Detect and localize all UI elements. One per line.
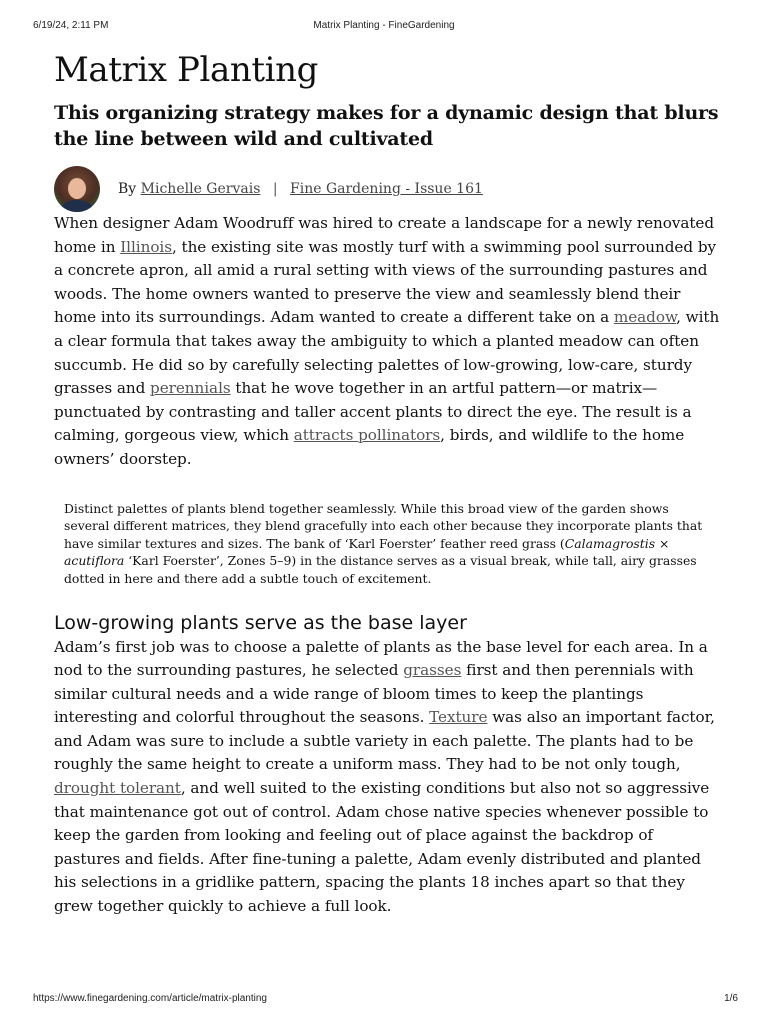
section-text-1: Adam’s first job was to choose a palette of plants as the base level for each area. In a nod to the surrounding pastures, he selected (54, 637, 708, 680)
article (54, 48, 720, 919)
caption-text-2: ‘Karl Foerster’, Zones 5–9) in the distance serves as a visual break, while tall, airy grasses dotted in here and there add a subtle touch of excitement. (64, 553, 697, 586)
print-page-title: Matrix Planting - FineGardening (313, 20, 455, 31)
grasses-link[interactable]: grasses (403, 661, 462, 680)
illinois-link[interactable]: Illinois (120, 237, 172, 256)
byline (54, 166, 720, 212)
print-footer (0, 993, 768, 1005)
print-page-number: 1/6 (724, 993, 738, 1004)
caption-botanical-name: Calamagrostis × acutiflora (64, 535, 670, 569)
intro-text-5: , birds, and wildlife to the home owners’ doorstep. (54, 426, 685, 468)
author-avatar[interactable] (54, 166, 100, 212)
section-heading: Low-growing plants serve as the base layer (54, 611, 467, 634)
attracts-pollinators-link[interactable]: attracts pollinators (293, 426, 441, 445)
texture-link[interactable]: Texture (429, 708, 488, 727)
print-date: 6/19/24, 2:11 PM (33, 20, 109, 31)
byline-text (118, 179, 483, 199)
avatar-shirt (61, 200, 93, 212)
perennials-link[interactable]: perennials (150, 379, 231, 398)
intro-text-4: that he wove together in an artful pattern—or matrix—punctuated by contrasting and taller accent plants to direct the eye. The result is a calming, gorgeous view, which (54, 379, 692, 445)
print-header (0, 20, 768, 32)
caption-text-1: Distinct palettes of plants blend together seamlessly. While this broad view of the garden shows several different matrices, they blend gracefully into each other because they incorporate plants that have similar textures and sizes. The bank of ‘Karl Foerster’ feather reed grass ( (64, 500, 703, 551)
meadow-link[interactable]: meadow (613, 308, 677, 327)
intro-paragraph (54, 212, 720, 472)
issue-link[interactable]: Fine Gardening - Issue 161 (290, 181, 483, 197)
article-title: Matrix Planting (54, 50, 318, 90)
section-text-4: , and well suited to the existing conditions but also not so aggressive that maintenance got out of control. Adam chose native species whenever possible to keep the garden from looking and feeling out of place against the backdrop of pastures and fields. After fine-tuning a palette, Adam evenly distributed and planted his selections in a gridlike pattern, spacing the plants 18 inches apart so that they grew together quickly to achieve a full look. (54, 779, 710, 916)
print-url: https://www.finegardening.com/article/matrix-planting (33, 993, 267, 1004)
author-link[interactable]: Michelle Gervais (140, 181, 261, 197)
article-dek: This organizing strategy makes for a dynamic design that blurs the line between wild and cultivated (54, 102, 719, 150)
intro-text-1: When designer Adam Woodruff was hired to create a landscape for a newly renovated home in (54, 214, 715, 256)
section-text-2: first and then perennials with similar cultural needs and a wide range of bloom times to keep the plantings interesting and colorful throughout the seasons. (54, 661, 694, 727)
section-paragraph (54, 636, 720, 919)
section-text-3: was also an important factor, and Adam was sure to include a subtle variety in each palette. The plants had to be roughly the same height to create a uniform mass. They had to be not only tough, (54, 708, 715, 774)
byline-separator: | (272, 181, 278, 197)
byline-prefix: By (118, 181, 137, 197)
intro-text-3: , with a clear formula that takes away the ambiguity to which a planted meadow can often succumb. He did so by carefully selecting palettes of low-growing, low-care, sturdy grasses and (54, 308, 720, 398)
avatar-face (68, 178, 86, 199)
drought-tolerant-link[interactable]: drought tolerant (54, 779, 181, 798)
intro-text-2: , the existing site was mostly turf with a swimming pool surrounded by a concrete apron, all amid a rural setting with views of the surrounding pastures and woods. The home owners wanted to preserve the view and seamlessly blend their home into its surroundings. Adam wanted to create a different take on a (54, 237, 717, 327)
photo-caption (64, 500, 714, 588)
